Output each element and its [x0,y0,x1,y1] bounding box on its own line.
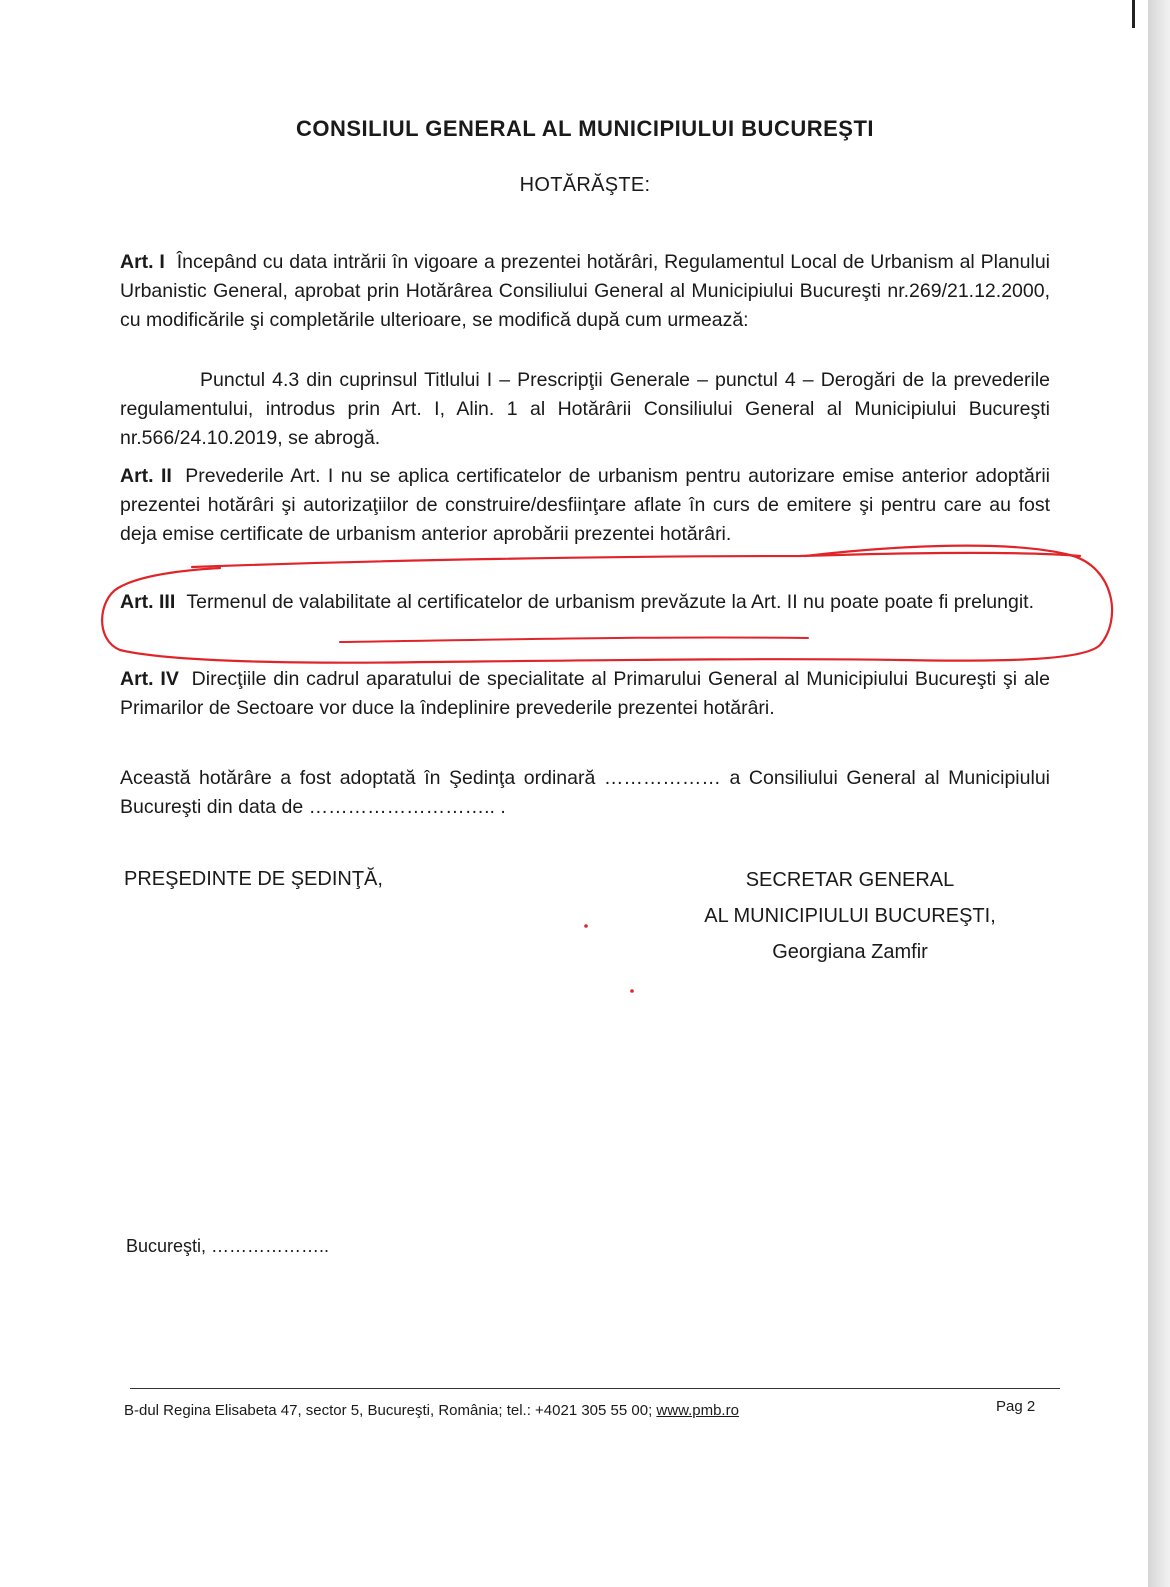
article-4-label: Art. IV [120,668,179,690]
article-2-label: Art. II [120,465,172,487]
secretary-title: SECRETAR GENERAL [745,869,955,891]
footer-website-link[interactable]: www.pmb.ro [656,1402,739,1419]
page-number: Pag 2 [996,1398,1036,1415]
secretary-name: Georgiana Zamfir [772,941,928,963]
page-edge-shadow [1148,0,1170,1587]
red-encircle-stroke [102,546,1112,663]
article-1-label: Art. I [120,251,165,273]
article-3-label: Art. III [120,591,176,613]
article-1-text: Începând cu data intrării în vigoare a prezentei hotărâri, Regulamentul Local de Urbanism al Planului Urbanistic General, aprobat prin Hotărârea Consiliului General al Municipiului Bucureşti nr.269/21.12.2000, cu modificările şi completările ulterioare, se modifică după cum urmează: [120,251,1050,331]
article-4-text: Direcţiile din cadrul aparatului de specialitate al Primarului General al Municipiului Bucureşti şi ale Primarilor de Sectoare vor duce la îndeplinire prevederile prezentei hotărâri. [120,668,1050,719]
footer-address-text: B-dul Regina Elisabeta 47, sector 5, Bucureşti, România; tel.: +4021 305 55 00; [124,1402,657,1419]
document-title: CONSILIUL GENERAL AL MUNICIPIULUI BUCUREŞTI [295,116,875,141]
article-1-subparagraph: Punctul 4.3 din cuprinsul Titlului I – Prescripţii Generale – punctul 4 – Derogări de la prevederile regulamentului, introdus prin Art. I, Alin. 1 al Hotărârii Consiliului General al Municipiului Bucureşti nr.566/24.10.2019, se abrogă. [120,369,1050,449]
red-underline-stroke [192,553,1080,567]
article-3-text: Termenul de valabilitate al certificatelor de urbanism prevăzute la Art. II nu poate poate fi prelungit. [186,591,1034,613]
document-subtitle: HOTĂRĂŞTE: [519,174,651,196]
red-dot-mark-2 [630,989,634,993]
adoption-statement: Această hotărâre a fost adoptată în Şedinţa ordinară ……………… a Consiliului General al Municipiului Bucureşti din data de ……………………….. . [120,767,1050,818]
place-date-line: Bucureşti, ……………….. [126,1236,330,1256]
red-dot-mark [584,924,588,928]
secretary-institution: AL MUNICIPIULUI BUCUREŞTI, [704,905,996,927]
red-inner-stroke [340,637,808,642]
scan-mark [1132,0,1135,28]
article-2-text: Prevederile Art. I nu se aplica certificatelor de urbanism pentru autorizare emise anterior adoptării prezentei hotărâri şi autorizaţiilor de construire/desfiinţare aflate în curs de emitere şi pentru care au fost deja emise certificate de urbanism anterior aprobării prezentei hotărâri. [120,465,1050,545]
signature-president: PREŞEDINTE DE ŞEDINŢĂ, [124,868,383,890]
